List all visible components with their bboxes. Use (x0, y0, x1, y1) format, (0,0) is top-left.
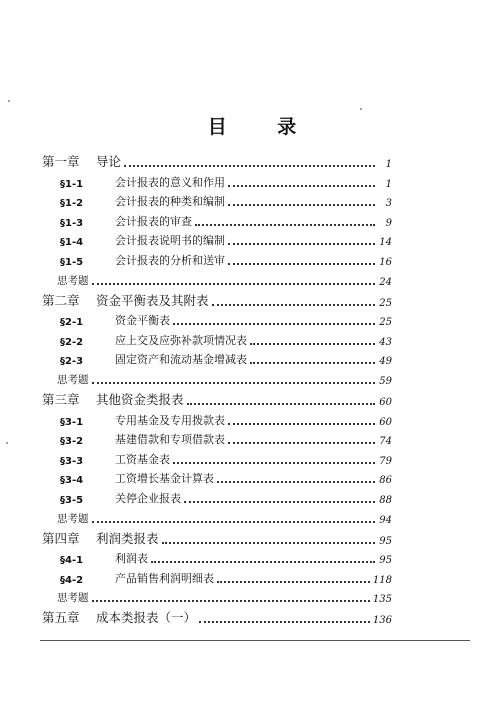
toc-entry-title: 利润表 (115, 552, 148, 566)
toc-entry-row (42, 467, 392, 487)
toc-page-number: 79 (379, 455, 392, 467)
scan-speck (360, 108, 362, 110)
toc-review-number: 思考题 (57, 512, 89, 525)
toc-entry-row (42, 309, 392, 329)
toc-page-number: 95 (379, 555, 392, 567)
toc-page-number: 136 (372, 615, 392, 627)
toc-entry-title: 基建借款和专项借款表 (115, 433, 225, 447)
toc-entry-row (42, 566, 392, 586)
toc-page-number: 49 (379, 356, 392, 368)
toc-page-number: 88 (379, 494, 392, 506)
toc-page-number: 16 (379, 256, 392, 268)
toc-entry-number: §4-1 (60, 555, 84, 567)
toc-entry-row (42, 248, 392, 268)
toc-entry-row (42, 328, 392, 348)
toc-chapter-row (42, 288, 392, 309)
toc-page-number: 25 (379, 317, 392, 329)
toc-chapter-number: 第五章 (42, 610, 80, 626)
toc-page-number: 14 (379, 237, 392, 249)
dot-leader (199, 620, 370, 623)
toc-entry-row (42, 348, 392, 368)
toc-entry-title: 工资基金表 (115, 452, 170, 466)
table-of-contents (42, 149, 392, 626)
toc-entry-title: 固定资产和流动基金增减表 (115, 353, 247, 367)
toc-page-number: 118 (372, 574, 392, 586)
toc-page-number: 59 (379, 375, 392, 387)
page-title: 目 录 (207, 116, 319, 138)
dot-leader (195, 223, 375, 226)
toc-chapter-row (42, 149, 392, 170)
dot-leader (228, 184, 375, 187)
toc-entry-title: 工资增长基金计算表 (115, 472, 214, 486)
scan-speck (6, 442, 8, 444)
toc-page-number: 86 (379, 475, 392, 487)
toc-page-number: 3 (385, 198, 392, 210)
toc-review-row (42, 586, 392, 606)
toc-review-row (42, 268, 392, 288)
dot-leader (217, 580, 370, 583)
toc-entry-row (42, 547, 392, 567)
dot-leader (92, 381, 376, 384)
toc-entry-row (42, 447, 392, 467)
page-bottom-rule (40, 640, 470, 641)
toc-entry-row (42, 170, 392, 190)
toc-chapter-number: 第一章 (42, 154, 80, 169)
toc-entry-number: §3-4 (60, 475, 84, 487)
toc-review-number: 思考题 (57, 274, 89, 287)
toc-entry-title: 产品销售利润明细表 (115, 571, 214, 585)
toc-entry-number: §1-4 (60, 237, 84, 249)
toc-entry-title: 会计报表的种类和编制 (115, 195, 225, 209)
toc-entry-title: 会计报表的意义和作用 (115, 175, 225, 189)
toc-entry-number: §1-3 (60, 217, 84, 229)
toc-entry-number: §2-1 (60, 317, 84, 329)
toc-entry-row (42, 408, 392, 428)
toc-entry-number: §1-1 (60, 178, 84, 190)
toc-entry-number: §3-3 (60, 455, 84, 467)
toc-entry-number: §1-5 (60, 256, 84, 268)
toc-review-number: 思考题 (57, 592, 89, 605)
toc-entry-title: 会计报表的分析和送审 (115, 253, 225, 267)
toc-page-number: 9 (385, 217, 392, 229)
toc-entry-row (42, 229, 392, 249)
toc-chapter-row (42, 526, 392, 547)
dot-leader (212, 303, 375, 306)
toc-entry-number: §2-2 (60, 336, 84, 348)
dot-leader (250, 361, 375, 364)
scan-speck (8, 100, 10, 102)
dot-leader (162, 541, 375, 544)
toc-entry-row (42, 190, 392, 210)
toc-chapter-row (42, 387, 392, 408)
toc-chapter-number: 第三章 (42, 391, 80, 407)
dot-leader (92, 599, 370, 602)
dot-leader (228, 422, 375, 425)
toc-page-number: 1 (385, 159, 392, 170)
dot-leader (173, 322, 375, 325)
toc-review-number: 思考题 (57, 373, 89, 386)
dot-leader (184, 500, 375, 503)
dot-leader (151, 560, 375, 563)
toc-entry-row (42, 428, 392, 448)
dot-leader (250, 342, 375, 345)
toc-review-row (42, 506, 392, 526)
toc-chapter-title: 利润类报表 (96, 530, 159, 546)
dot-leader (228, 262, 375, 265)
toc-entry-title: 应上交及应弥补款项情况表 (115, 333, 247, 347)
toc-chapter-row (42, 605, 392, 626)
toc-chapter-title: 其他资金类报表 (96, 391, 184, 407)
toc-entry-number: §3-5 (60, 494, 84, 506)
dot-leader (92, 282, 376, 285)
toc-page-number: 43 (379, 336, 392, 348)
toc-entry-title: 关停企业报表 (115, 491, 181, 505)
dot-leader (173, 461, 375, 464)
dot-leader (124, 164, 375, 167)
toc-entry-title: 资金平衡表 (115, 314, 170, 328)
toc-entry-title: 专用基金及专用拨款表 (115, 413, 225, 427)
dot-leader (228, 242, 375, 245)
toc-page-number: 94 (379, 514, 392, 526)
toc-page-number: 74 (379, 436, 392, 448)
dot-leader (217, 480, 375, 483)
toc-entry-number: §4-2 (60, 574, 84, 586)
toc-page-number: 95 (379, 535, 392, 547)
toc-entry-title: 会计报表说明书的编制 (115, 234, 225, 248)
toc-chapter-number: 第四章 (42, 530, 80, 546)
dot-leader (228, 441, 375, 444)
dot-leader (92, 520, 376, 523)
toc-review-row (42, 367, 392, 387)
toc-entry-number: §1-2 (60, 198, 84, 210)
toc-entry-number: §3-2 (60, 436, 84, 448)
toc-chapter-title: 资金平衡表及其附表 (96, 292, 209, 308)
toc-page-number: 60 (379, 396, 392, 408)
dot-leader (187, 402, 375, 405)
toc-page-number: 1 (385, 178, 392, 190)
toc-entry-number: §3-1 (60, 416, 84, 428)
toc-entry-row (42, 209, 392, 229)
toc-chapter-title: 成本类报表（一） (96, 610, 197, 626)
toc-page-number: 60 (379, 416, 392, 428)
toc-page-number: 25 (379, 297, 392, 309)
dot-leader (228, 203, 375, 206)
toc-page-number: 135 (372, 594, 392, 606)
toc-chapter-title: 导论 (96, 154, 122, 169)
toc-entry-row (42, 486, 392, 506)
toc-entry-number: §2-3 (60, 356, 84, 368)
toc-chapter-number: 第二章 (42, 292, 80, 308)
toc-page-number: 24 (379, 276, 392, 288)
toc-entry-title: 会计报表的审查 (115, 214, 192, 228)
